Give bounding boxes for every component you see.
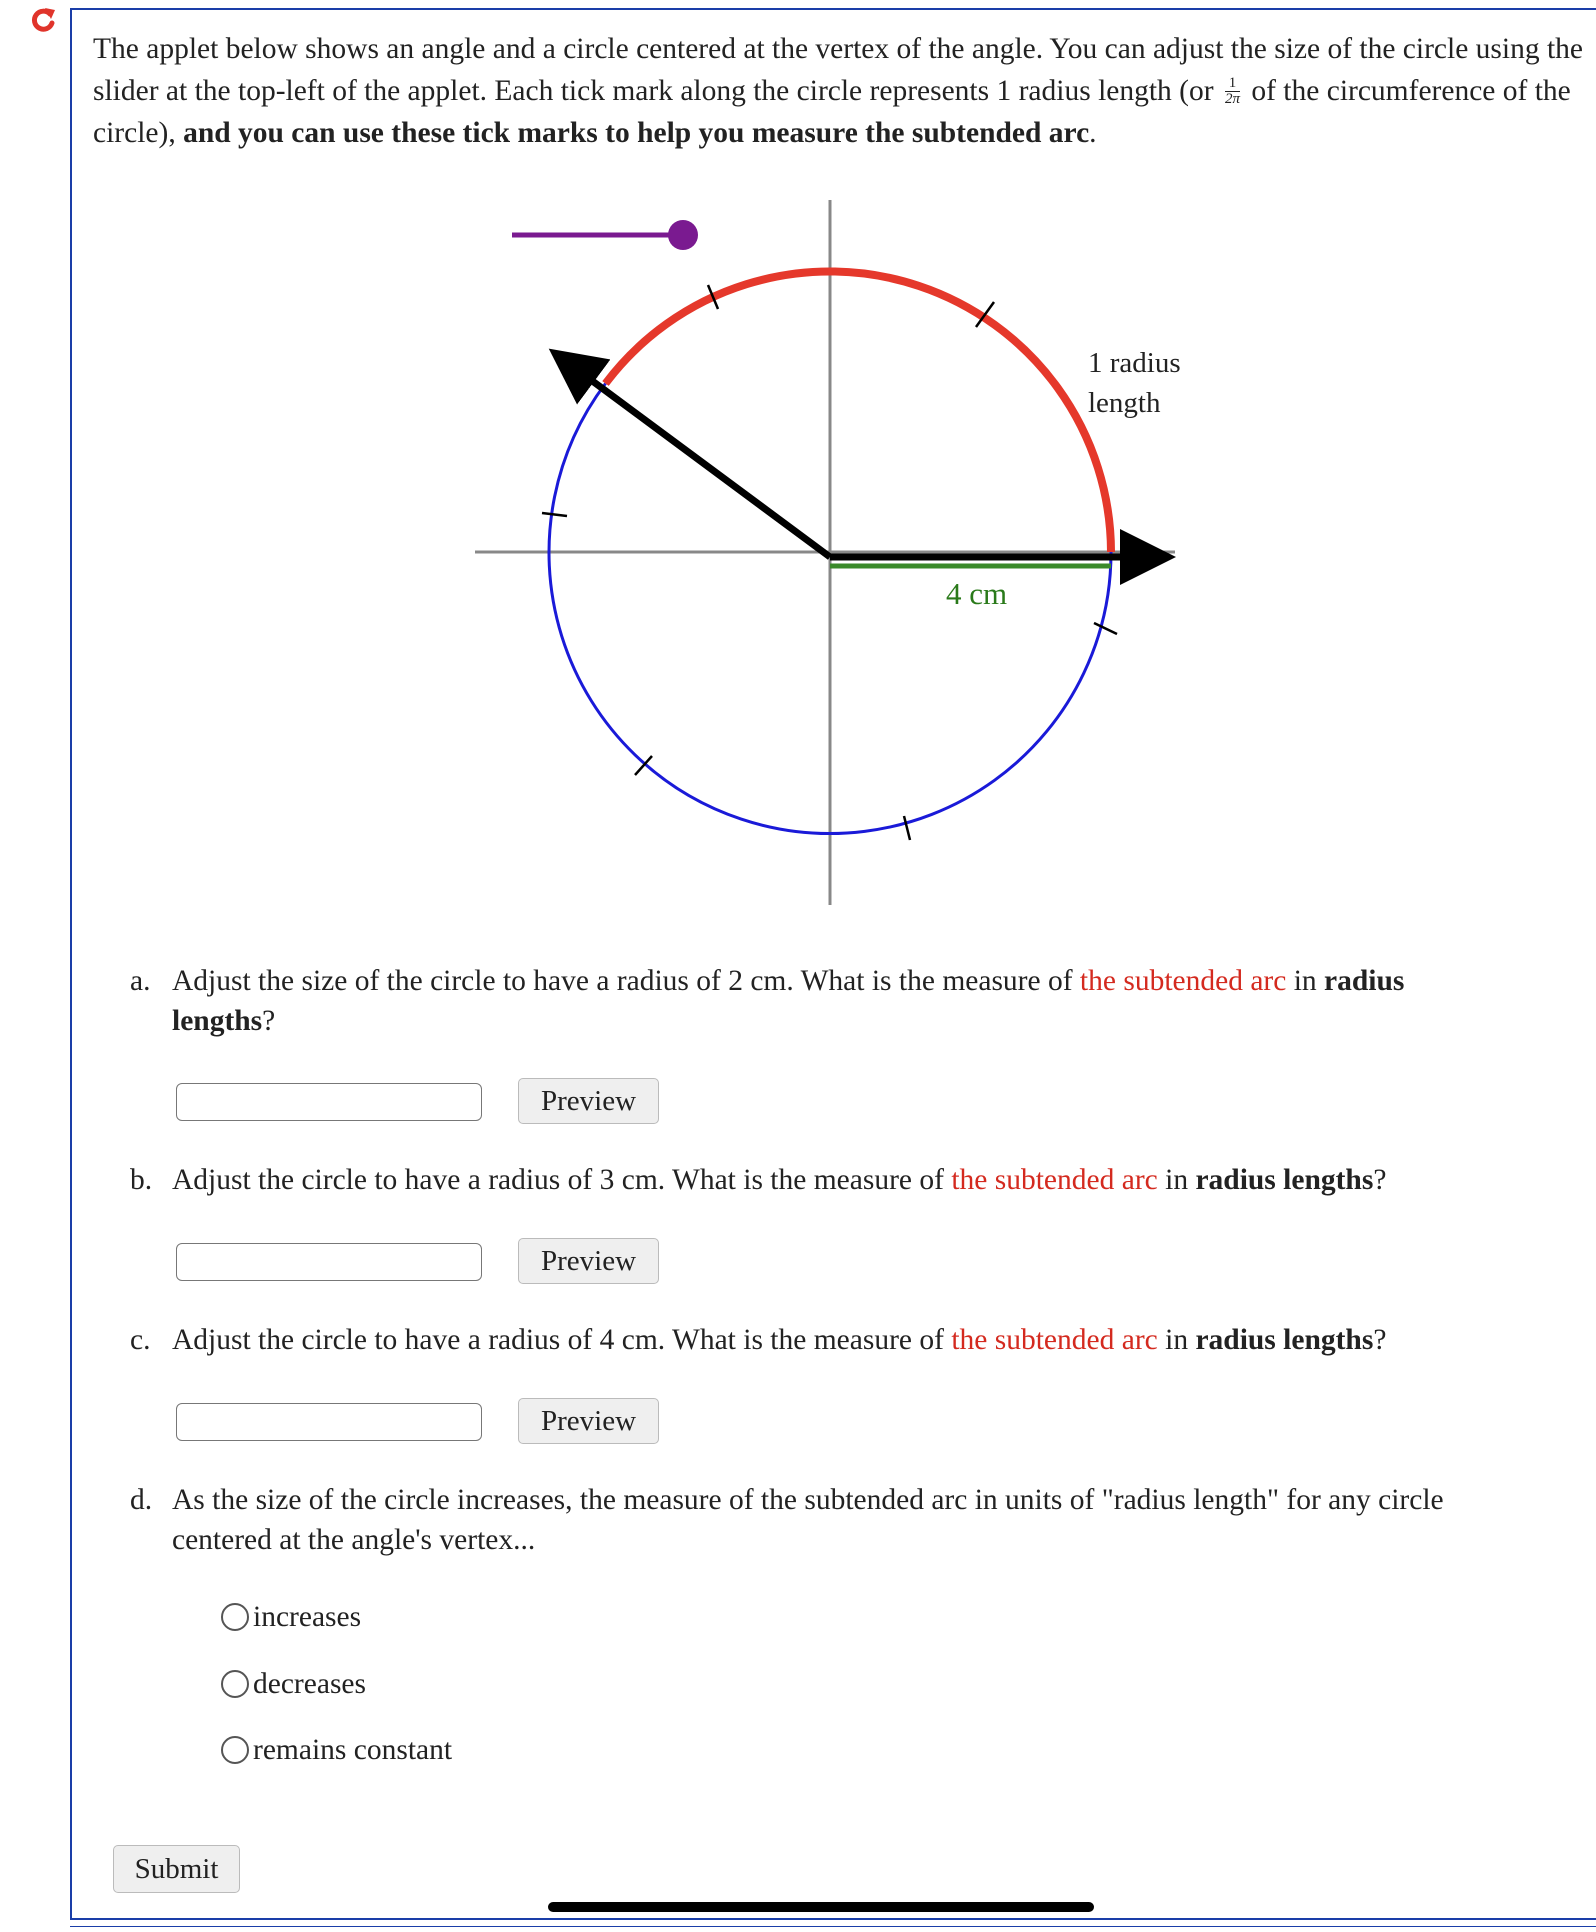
- preview-button-c[interactable]: Preview: [518, 1398, 659, 1444]
- question-c-letter: c.: [130, 1324, 151, 1356]
- question-c-red-text: the subtended arc: [951, 1324, 1158, 1356]
- question-d-text-line-1: As the size of the circle increases, the measure of the subtended arc in units of "radius length" for any circle: [172, 1484, 1444, 1516]
- question-b-text-post: ?: [1373, 1164, 1387, 1196]
- radius-label: 4 cm: [946, 576, 1008, 611]
- question-d-text: [172, 1480, 1444, 1560]
- question-c-text-post: ?: [1373, 1324, 1387, 1356]
- question-b-text-pre: Adjust the circle to have a radius of 3 cm. What is the measure of: [172, 1164, 944, 1196]
- tick-mark: [1094, 623, 1117, 634]
- fraction-denominator: 2π: [1224, 90, 1240, 107]
- question-c-text-pre: Adjust the circle to have a radius of 4 cm. What is the measure of: [172, 1324, 944, 1356]
- question-d: [130, 1480, 1570, 1560]
- preview-button-a[interactable]: Preview: [518, 1078, 659, 1124]
- question-b-text-mid: in: [1165, 1164, 1189, 1196]
- question-a-text: [172, 961, 1404, 1041]
- question-a-bold-text-2: lengths: [172, 1005, 263, 1037]
- home-indicator-bar: [548, 1902, 1094, 1912]
- radio-option-remains-constant[interactable]: [221, 1733, 452, 1767]
- radio-option-increases[interactable]: [221, 1600, 361, 1634]
- question-a-bold-text: radius: [1324, 965, 1405, 997]
- reload-icon[interactable]: [30, 6, 58, 34]
- subtended-arc: [606, 271, 1112, 552]
- intro-end: .: [1089, 117, 1097, 149]
- preview-button-b[interactable]: Preview: [518, 1238, 659, 1284]
- angle-ray-rotated[interactable]: [560, 357, 830, 557]
- intro-bold-text: and you can use these tick marks to help you measure the subtended arc: [183, 117, 1090, 149]
- tick-mark: [542, 513, 567, 516]
- answer-input-b[interactable]: [176, 1243, 482, 1281]
- question-a-text-mid: in: [1293, 965, 1317, 997]
- question-d-text-line-2: centered at the angle's vertex...: [172, 1524, 536, 1556]
- radio-button[interactable]: [221, 1603, 249, 1631]
- radio-option-label: increases: [253, 1601, 362, 1633]
- frame-bottom-border: [70, 1918, 1596, 1927]
- intro-text-2: of the circumference of the circle),: [93, 75, 1571, 149]
- question-c-text: [172, 1320, 1386, 1360]
- question-a: [130, 961, 1570, 1041]
- question-b-text: [172, 1160, 1386, 1200]
- question-b: [130, 1160, 1570, 1200]
- answer-input-a[interactable]: [176, 1083, 482, 1121]
- one-over-two-pi-fraction: [1225, 76, 1240, 107]
- intro-text-1: The applet below shows an angle and a circle centered at the vertex of the angle. You can adjust the size of the circle using the slider at the top-left of the applet. Each tick mark along the circle represents 1 radius length (or: [93, 33, 1584, 107]
- question-a-red-text: the subtended arc: [1079, 965, 1287, 997]
- tick-mark: [904, 816, 910, 840]
- question-d-letter: d.: [130, 1484, 153, 1516]
- fraction-numerator: 1: [1225, 76, 1240, 92]
- question-c: [130, 1320, 1570, 1360]
- question-a-letter: a.: [130, 965, 151, 997]
- intro-paragraph: [93, 28, 1593, 154]
- question-a-text-pre: Adjust the size of the circle to have a radius of 2 cm. What is the measure of: [172, 965, 1073, 997]
- radio-option-decreases[interactable]: [221, 1667, 366, 1701]
- question-b-letter: b.: [130, 1164, 153, 1196]
- question-c-bold-text: radius lengths: [1195, 1324, 1374, 1356]
- arc-label-line-1: 1 radius: [1088, 347, 1181, 379]
- arc-label-line-2: length: [1088, 387, 1161, 419]
- question-c-text-mid: in: [1165, 1324, 1189, 1356]
- question-b-red-text: the subtended arc: [951, 1164, 1158, 1196]
- question-a-text-post: ?: [262, 1005, 276, 1037]
- radio-button[interactable]: [221, 1670, 249, 1698]
- geogebra-applet[interactable]: [470, 190, 1230, 930]
- submit-button[interactable]: Submit: [113, 1845, 240, 1893]
- radio-option-label: remains constant: [253, 1734, 453, 1766]
- answer-input-c[interactable]: [176, 1403, 482, 1441]
- radio-option-label: decreases: [253, 1668, 367, 1700]
- question-b-bold-text: radius lengths: [1195, 1164, 1374, 1196]
- radius-slider-handle[interactable]: [668, 220, 698, 250]
- radio-button[interactable]: [221, 1736, 249, 1764]
